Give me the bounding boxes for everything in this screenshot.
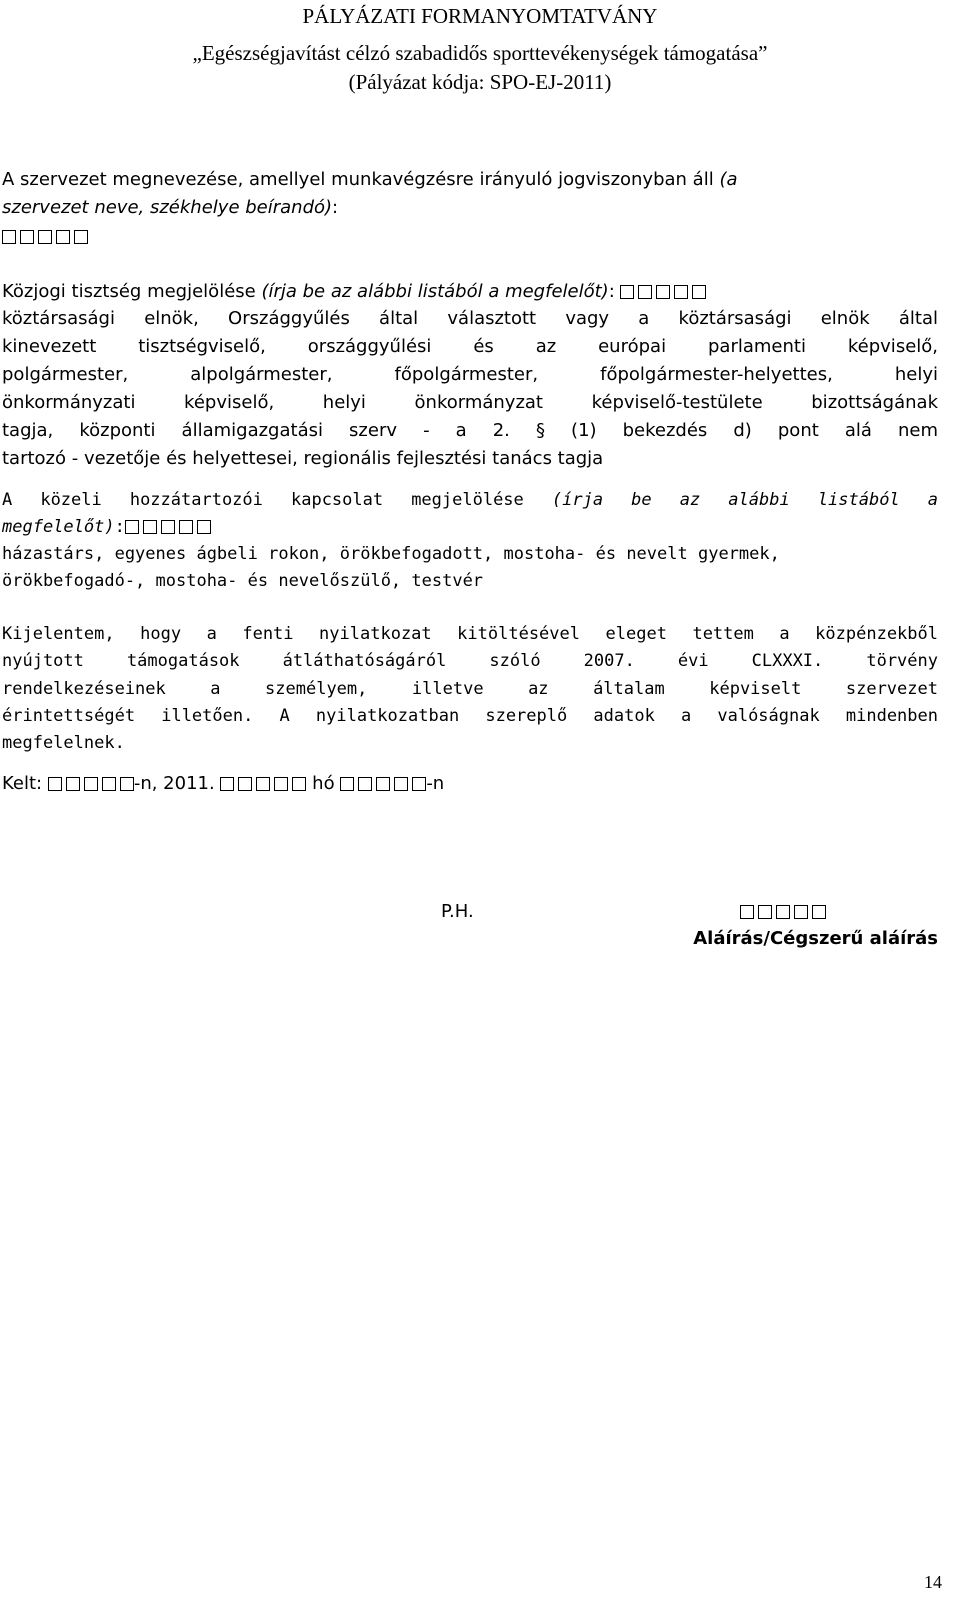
org-label-line2: szervezet neve, székhelye beírandó):: [2, 197, 339, 218]
org-label-line1: A szervezet megnevezése, amellyel munkavégzésre irányuló jogviszonyban áll (a: [2, 169, 738, 190]
office-list-line: kinevezett tisztségviselő, országgyűlési és az európai parlamenti képviselő,: [2, 336, 938, 357]
signature-field[interactable]: [740, 899, 826, 927]
stamp-label: P.H.: [441, 901, 474, 922]
office-list-line: tartozó - vezetője és helyettesei, regionális fejlesztési tanács tagja: [2, 448, 604, 469]
declaration-line: Kijelentem, hogy a fenti nyilatkozat kitöltésével eleget tettem a közpénzekből: [2, 624, 938, 644]
page-number: 14: [924, 1572, 942, 1592]
signature-label: Aláírás/Cégszerű aláírás: [693, 928, 938, 949]
org-name-field[interactable]: [2, 224, 88, 252]
relation-label-line2: megfelelőt):: [2, 514, 211, 542]
office-field[interactable]: [620, 281, 706, 307]
office-list-line: tagja, központi államigazgatási szerv - a 2. § (1) bekezdés d) pont alá nem: [2, 420, 938, 441]
declaration-line: rendelkezéseinek a személyem, illetve az általam képviselt szervezet: [2, 679, 938, 699]
relation-list-line: örökbefogadó-, mostoha- és nevelőszülő, testvér: [2, 571, 484, 591]
signature-placeholder-boxes[interactable]: [740, 901, 826, 927]
date-place-field[interactable]: [48, 773, 134, 799]
declaration-line: megfelelnek.: [2, 733, 125, 753]
program-title: „Egészségjavítást célzó szabadidős sporttevékenységek támogatása”: [192, 41, 768, 65]
date-line: Kelt: -n, 2011. hó -n: [2, 771, 444, 799]
form-title: PÁLYÁZATI FORMANYOMTATVÁNY: [302, 4, 658, 28]
relation-list-line: házastárs, egyenes ágbeli rokon, örökbefogadott, mostoha- és nevelt gyermek,: [2, 544, 780, 564]
form-field-placeholder-boxes[interactable]: [2, 226, 88, 252]
office-label: Közjogi tisztség megjelölése (írja be az alábbi listából a megfelelőt):: [2, 279, 706, 307]
date-month-field[interactable]: [220, 773, 306, 799]
relation-label-line1: A közeli hozzátartozói kapcsolat megjelölése (írja be az alábbi listából a: [2, 490, 938, 510]
declaration-line: érintettségét illetően. A nyilatkozatban szereplő adatok a valóságnak mindenben: [2, 706, 938, 726]
declaration-line: nyújtott támogatások átláthatóságáról szóló 2007. évi CLXXXI. törvény: [2, 651, 938, 671]
office-list-line: köztársasági elnök, Országgyűlés által választott vagy a köztársasági elnök által: [2, 308, 938, 329]
relation-field[interactable]: [125, 516, 211, 542]
date-day-field[interactable]: [340, 773, 426, 799]
tender-code: (Pályázat kódja: SPO-EJ-2011): [348, 70, 612, 94]
office-list-line: önkormányzati képviselő, helyi önkormányzat képviselő-testülete bizottságának: [2, 392, 938, 413]
office-list-line: polgármester, alpolgármester, főpolgármester, főpolgármester-helyettes, helyi: [2, 364, 938, 385]
